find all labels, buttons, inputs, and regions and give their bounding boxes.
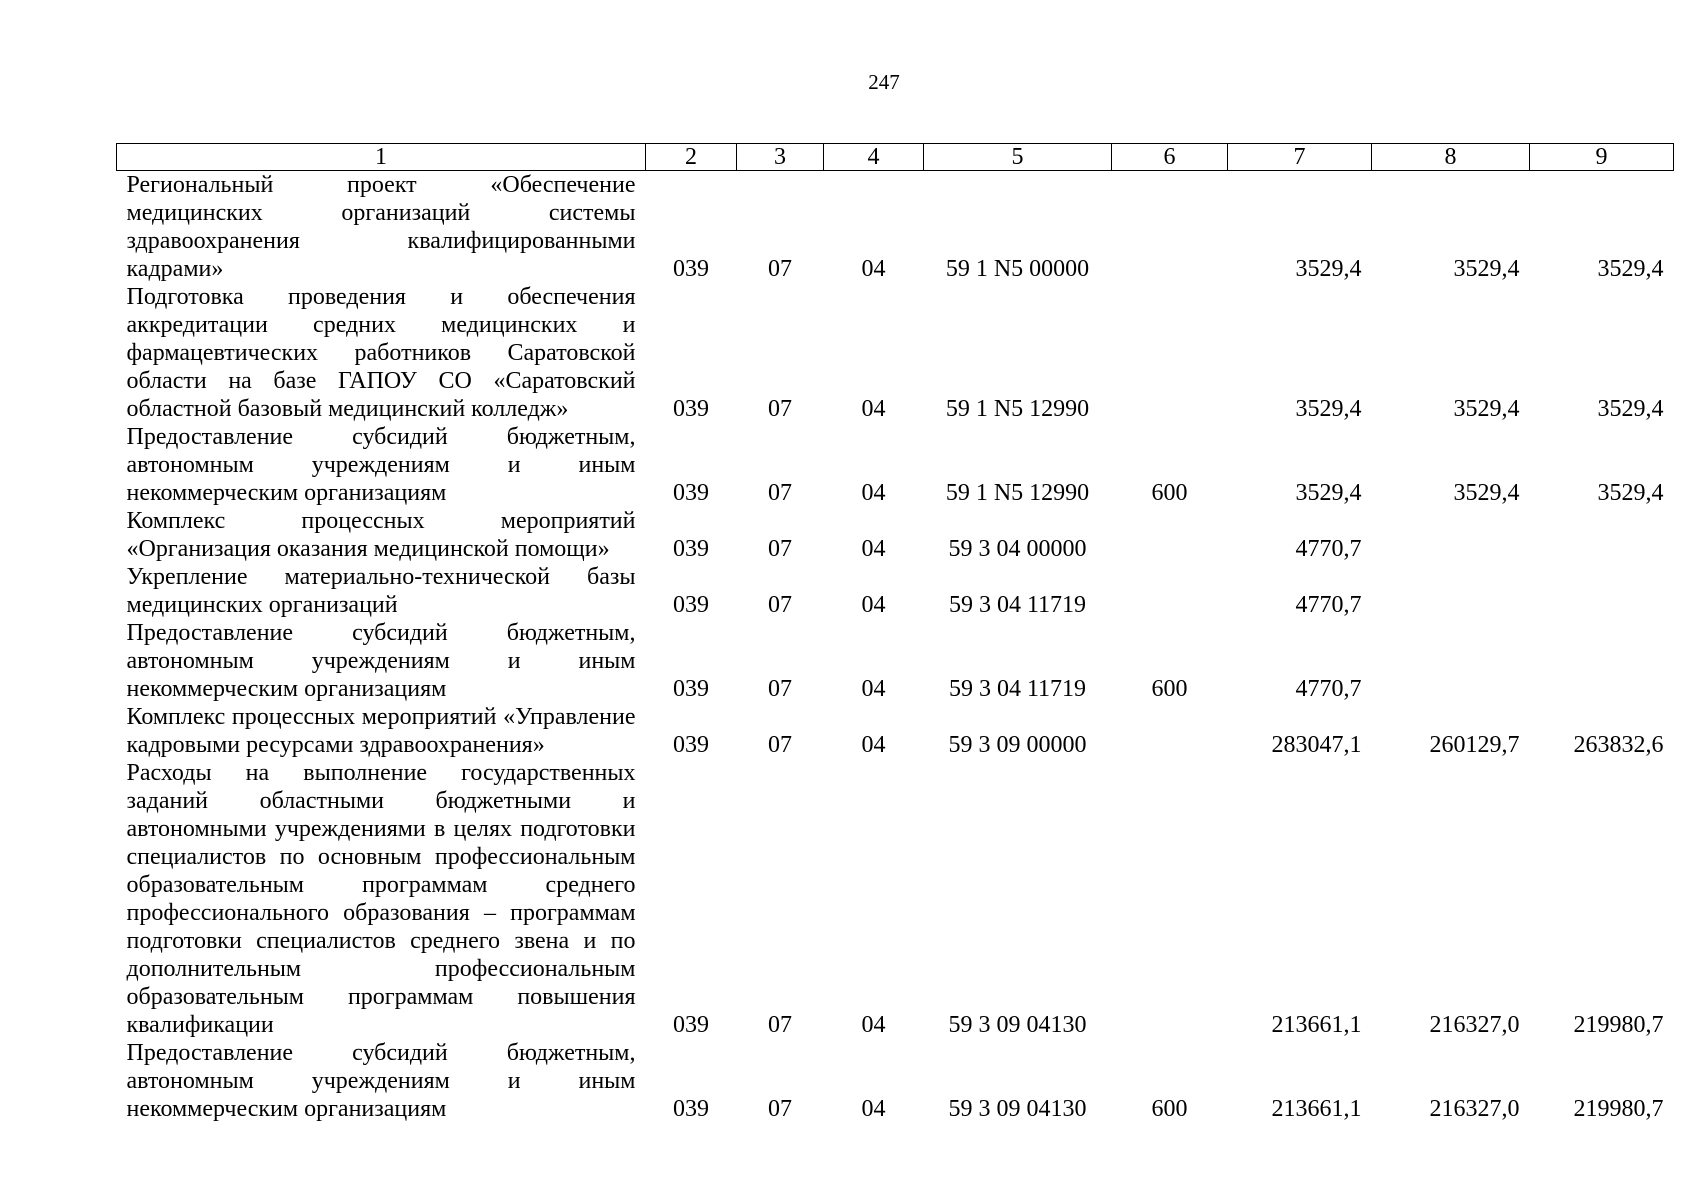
row-csr: 59 3 04 11719 (948, 676, 1087, 702)
budget-table (116, 143, 1674, 1123)
row-name: Предоставление субсидий бюджетным, автономным учреждениям и иным некоммерческим организациям (126, 424, 636, 506)
row-pr: 04 (861, 732, 886, 758)
row-rz: 07 (768, 1012, 792, 1038)
row-value-1: 283047,1 (1271, 732, 1362, 758)
row-value-3 (1530, 563, 1674, 619)
row-value-2 (1372, 563, 1530, 619)
row-value-1: 4770,7 (1295, 592, 1362, 618)
row-rz: 07 (768, 256, 792, 282)
row-value-2: 3529,4 (1453, 256, 1520, 282)
table-row (117, 563, 1674, 619)
row-value-3 (1530, 619, 1674, 703)
row-name: Расходы на выполнение государственных заданий областными бюджетными и автономными учреждениями в целях подготовки специалистов по основным профессиональным образовательным программам среднего профессионального образования – программам подготовки специалистов среднего звена и по дополнительным профессиональным образовательным программам повышения квалификации (126, 760, 636, 1038)
row-name: Предоставление субсидий бюджетным, автономным учреждениям и иным некоммерческим организациям (126, 620, 636, 702)
row-name: Комплекс процессных мероприятий «Организация оказания медицинской помощи» (126, 508, 636, 562)
row-pr: 04 (861, 1012, 886, 1038)
row-pr: 04 (861, 396, 886, 422)
row-value-2: 260129,7 (1429, 732, 1520, 758)
row-csr: 59 1 N5 00000 (945, 256, 1090, 282)
header-cell: 2 (646, 144, 737, 171)
row-value-2: 216327,0 (1429, 1012, 1520, 1038)
row-grbs: 039 (673, 256, 709, 282)
row-value-3: 219980,7 (1573, 1012, 1664, 1038)
row-pr: 04 (861, 536, 886, 562)
row-vr (1112, 283, 1228, 423)
row-vr: 600 (1151, 1096, 1188, 1122)
table-row (117, 507, 1674, 563)
row-grbs: 039 (673, 396, 709, 422)
row-grbs: 039 (673, 1096, 709, 1122)
row-pr: 04 (861, 676, 886, 702)
header-cell: 9 (1530, 144, 1674, 171)
row-vr: 600 (1151, 480, 1188, 506)
header-cell: 5 (924, 144, 1112, 171)
row-grbs: 039 (673, 676, 709, 702)
row-value-1: 4770,7 (1295, 676, 1362, 702)
row-pr: 04 (861, 592, 886, 618)
row-rz: 07 (768, 396, 792, 422)
row-value-2: 216327,0 (1429, 1096, 1520, 1122)
page-number: 247 (868, 70, 900, 94)
row-name: Региональный проект «Обеспечение медицинских организаций системы здравоохранения квалифицированными кадрами» (126, 172, 636, 282)
header-cell: 3 (737, 144, 824, 171)
header-cell: 4 (824, 144, 924, 171)
table-row (117, 423, 1674, 507)
row-csr: 59 1 N5 12990 (945, 480, 1090, 506)
row-value-1: 3529,4 (1295, 480, 1362, 506)
header-cell: 6 (1112, 144, 1228, 171)
row-value-3: 263832,6 (1573, 732, 1664, 758)
table-row (117, 703, 1674, 759)
row-vr (1112, 171, 1228, 284)
row-grbs: 039 (673, 592, 709, 618)
row-csr: 59 1 N5 12990 (945, 396, 1090, 422)
row-value-1: 213661,1 (1271, 1012, 1362, 1038)
row-grbs: 039 (673, 1012, 709, 1038)
row-vr (1112, 563, 1228, 619)
row-name: Укрепление материально-технической базы медицинских организаций (126, 564, 636, 618)
row-value-1: 213661,1 (1271, 1096, 1362, 1122)
row-pr: 04 (861, 480, 886, 506)
row-value-3: 219980,7 (1573, 1096, 1664, 1122)
row-csr: 59 3 09 00000 (948, 732, 1087, 758)
row-rz: 07 (768, 536, 792, 562)
header-cell: 7 (1228, 144, 1372, 171)
row-name: Комплекс процессных мероприятий «Управление кадровыми ресурсами здравоохранения» (126, 704, 636, 758)
row-value-3: 3529,4 (1597, 396, 1664, 422)
row-value-1: 4770,7 (1295, 536, 1362, 562)
row-rz: 07 (768, 676, 792, 702)
row-value-1: 3529,4 (1295, 256, 1362, 282)
header-row (117, 144, 1674, 171)
row-pr: 04 (861, 256, 886, 282)
row-rz: 07 (768, 732, 792, 758)
row-vr: 600 (1151, 676, 1188, 702)
row-value-2 (1372, 619, 1530, 703)
row-value-3: 3529,4 (1597, 256, 1664, 282)
table-row (117, 759, 1674, 1039)
row-name: Предоставление субсидий бюджетным, автономным учреждениям и иным некоммерческим организациям (126, 1040, 636, 1122)
row-csr: 59 3 04 11719 (948, 592, 1087, 618)
row-csr: 59 3 04 00000 (948, 536, 1087, 562)
row-name: Подготовка проведения и обеспечения аккредитации средних медицинских и фармацевтических работников Саратовской области на базе ГАПОУ СО «Саратовский областной базовый медицинский колледж» (126, 284, 636, 422)
table-row (117, 1039, 1674, 1123)
table-row (117, 619, 1674, 703)
row-rz: 07 (768, 1096, 792, 1122)
row-vr (1112, 507, 1228, 563)
row-value-1: 3529,4 (1295, 396, 1362, 422)
table-row (117, 171, 1674, 284)
row-vr (1112, 759, 1228, 1039)
table-row (117, 283, 1674, 423)
row-value-2: 3529,4 (1453, 480, 1520, 506)
row-grbs: 039 (673, 732, 709, 758)
row-csr: 59 3 09 04130 (948, 1012, 1087, 1038)
row-value-2: 3529,4 (1453, 396, 1520, 422)
row-value-2 (1372, 507, 1530, 563)
row-vr (1112, 703, 1228, 759)
row-rz: 07 (768, 480, 792, 506)
row-grbs: 039 (673, 536, 709, 562)
row-rz: 07 (768, 592, 792, 618)
row-value-3 (1530, 507, 1674, 563)
row-grbs: 039 (673, 480, 709, 506)
row-csr: 59 3 09 04130 (948, 1096, 1087, 1122)
row-pr: 04 (861, 1096, 886, 1122)
header-cell: 8 (1372, 144, 1530, 171)
row-value-3: 3529,4 (1597, 480, 1664, 506)
header-cell: 1 (117, 144, 646, 171)
